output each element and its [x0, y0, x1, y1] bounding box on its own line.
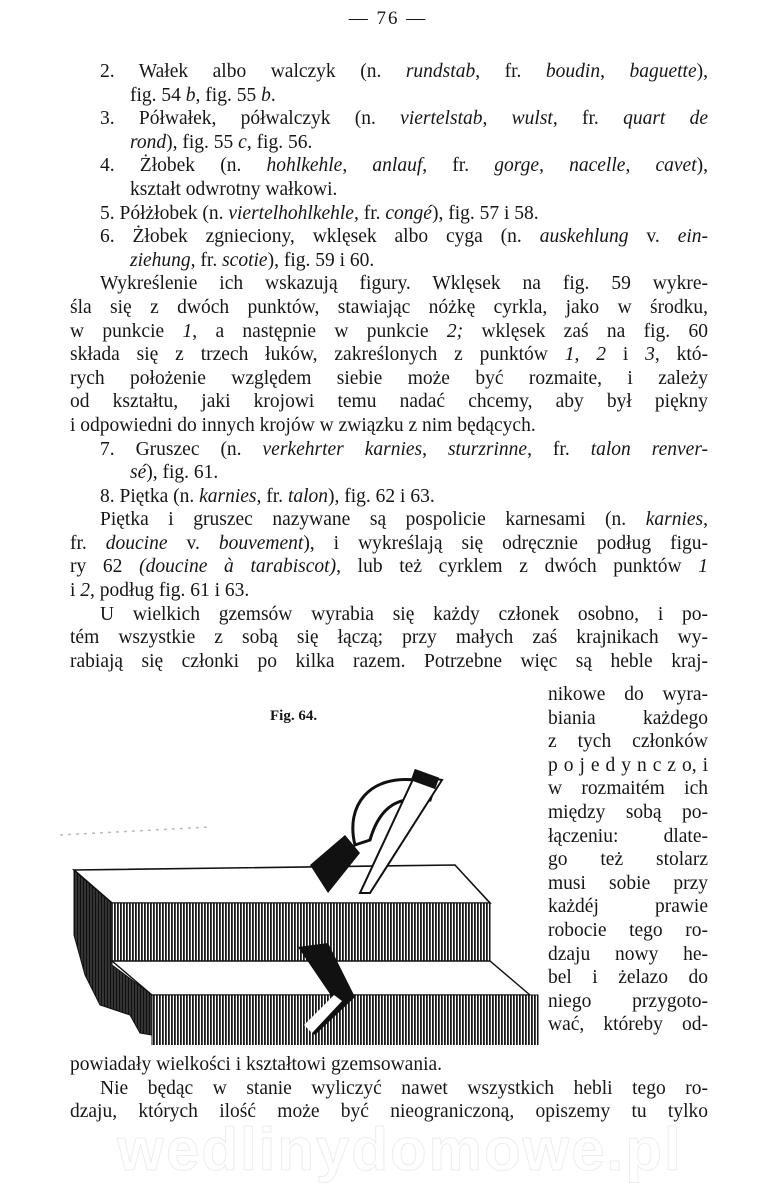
watermark: wedlinydomowe.pl [117, 1116, 683, 1183]
italic-term: verkehrter karnies [262, 438, 423, 460]
text-segment: fr. [70, 532, 106, 554]
text-segment: w punkcie [70, 320, 183, 342]
text-segment: rych położenie względem siebie może być rozmaite, i zależy [70, 367, 708, 389]
italic-term: 1 [182, 320, 193, 342]
bottom-text [70, 1053, 708, 1124]
text-segment: , fr. [422, 155, 495, 177]
text-segment: . [270, 84, 276, 106]
text-line [548, 730, 708, 754]
text-segment: p o j e d y n c z o, i [548, 754, 708, 776]
text-segment: , [600, 61, 630, 82]
text-segment: dzaju, których ilość może być nieograniczoną, opiszemy tu tylko [70, 1101, 708, 1123]
italic-term: sturzrinne [447, 438, 528, 460]
text-line [70, 508, 708, 532]
pencil-marks [60, 827, 210, 835]
italic-term: gorge [494, 155, 540, 177]
text-line [548, 801, 708, 825]
text-segment: ), i wykreślają się odręcznie podług figu- [303, 532, 708, 554]
board-upper-face [112, 903, 490, 961]
italic-term: b [261, 84, 271, 106]
text-segment: , fr. [353, 202, 386, 224]
text-segment: między sobą po- [548, 801, 708, 823]
text-line [548, 777, 708, 801]
text-line [548, 848, 708, 872]
text-segment: , lub też cyrklem z dwóch punktów [336, 556, 699, 578]
italic-term: talon renver- [590, 438, 709, 460]
text-segment: musi sobie przy [548, 872, 708, 894]
text-segment: każdéj prawie [548, 896, 708, 918]
text-line [70, 178, 708, 202]
text-segment: , [482, 108, 512, 130]
text-segment: , fr. [256, 485, 288, 507]
text-segment: i [70, 580, 81, 602]
italic-term: 1 [564, 344, 575, 366]
text-segment: , [342, 155, 373, 177]
text-segment: od kształtu, jaki krojowi temu nadać chcemy, aby był piękny [70, 391, 708, 413]
text-line [70, 485, 708, 509]
text-segment: 5. Półżłobek (n. [100, 202, 229, 224]
italic-term: boudin [545, 61, 601, 82]
text-line [70, 84, 708, 108]
italic-term: c [238, 131, 247, 153]
italic-term: anlauf [372, 155, 423, 177]
italic-term: hohlkehle [266, 155, 343, 177]
text-segment: niego przygoto- [548, 990, 708, 1012]
italic-term: 2 [596, 344, 606, 366]
italic-term: viertelstab [400, 108, 483, 130]
text-segment: 3. Półwałek, półwalczyk (n. [100, 108, 401, 130]
text-segment: 8. Piętka (n. [100, 485, 200, 507]
text-segment: dzaju nowy he- [548, 943, 708, 965]
italic-term: ziehung [130, 249, 191, 271]
italic-term: 2; [446, 320, 464, 342]
text-line [70, 1077, 708, 1101]
text-line [548, 683, 708, 707]
text-line [548, 990, 708, 1014]
italic-term: baguette [629, 61, 697, 82]
text-segment: Nie będąc w stanie wyliczyć nawet wszystkich hebli tego ro- [100, 1077, 708, 1099]
text-segment: 6. Żłobek zgnieciony, wklęsek albo cyga (n. [100, 226, 540, 248]
text-segment: wklęsek zaś na fig. 60 [463, 320, 709, 342]
italic-term: quart de [623, 108, 708, 130]
text-segment: , [539, 155, 570, 177]
text-line [70, 131, 708, 155]
text-segment: tém wszystkie z sobą się łączą; przy małych zaś krajnikach wy- [70, 627, 708, 649]
text-segment: , [574, 344, 597, 366]
text-segment: , a następnie w punkcie [192, 320, 447, 342]
text-line [70, 60, 708, 84]
italic-term: 2 [80, 580, 91, 602]
text-segment: powiadały wielkości i kształtowi gzemsowania. [70, 1054, 443, 1075]
text-segment: , fr. [527, 438, 591, 460]
text-line [70, 107, 708, 131]
italic-term: (doucine à tarabiscot) [139, 556, 337, 578]
text-segment: i [605, 344, 646, 366]
text-line [70, 650, 708, 674]
text-line [548, 966, 708, 990]
text-line [548, 825, 708, 849]
text-segment: , fig. 56. [246, 131, 313, 153]
italic-term: auskehlung [539, 226, 629, 248]
text-segment: nikowe do wyra- [548, 684, 708, 705]
text-segment: robocie tego ro- [548, 919, 708, 941]
page-number: — 76 — [348, 8, 428, 29]
text-segment: ), fig. 59 i 60. [267, 249, 375, 271]
text-segment: ), fig. 55 [166, 131, 239, 153]
text-segment: , któ- [654, 344, 709, 366]
text-line [70, 626, 708, 650]
italic-term: viertelhohlkehle [228, 202, 354, 224]
text-segment: w rozmaitém ich [548, 778, 708, 800]
text-line [70, 414, 708, 438]
italic-term: cavet [655, 155, 697, 177]
text-line [70, 555, 708, 579]
text-segment: 2. Wałek albo walczyk (n. [100, 61, 406, 82]
text-line [70, 461, 708, 485]
italic-term: bouvement [218, 532, 304, 554]
italic-term: scotie [222, 249, 268, 271]
text-segment: , fig. 55 [195, 84, 262, 106]
text-segment: składa się z trzech łuków, zakreślonych z punktów [70, 344, 565, 366]
text-segment: bel i żelazo do [548, 967, 708, 989]
italic-term: rundstab [405, 61, 476, 82]
text-segment: , podług fig. 61 i 63. [90, 580, 250, 602]
text-segment: łączeniu: dlate- [548, 825, 708, 847]
text-segment: 4. Żłobek (n. [100, 155, 267, 177]
italic-term: wulst [511, 108, 553, 130]
text-line [70, 390, 708, 414]
text-line [70, 225, 708, 249]
italic-term: 3 [645, 344, 655, 366]
italic-term: congé [385, 202, 432, 224]
text-line [548, 895, 708, 919]
text-line [70, 343, 708, 367]
text-line [548, 1013, 708, 1037]
text-segment: fig. 54 [130, 84, 186, 106]
italic-term: doucine [105, 532, 168, 554]
italic-term: karnies [645, 509, 704, 531]
figure-caption: Fig. 64. [270, 708, 318, 724]
text-segment: biania każdego [548, 707, 708, 729]
italic-term: karnies [199, 485, 257, 507]
text-segment: v. [628, 226, 678, 248]
text-line [70, 367, 708, 391]
text-segment: ry 62 [70, 556, 140, 578]
text-segment: go też stolarz [548, 849, 708, 871]
text-segment: z tych członków [548, 731, 708, 753]
text-segment: ), fig. 61. [146, 462, 219, 484]
text-segment: kształt odwrotny wałkowi. [130, 178, 338, 200]
text-line [548, 754, 708, 778]
text-segment: , fr. [190, 249, 223, 271]
text-line [548, 872, 708, 896]
side-column-text [548, 683, 708, 1037]
text-line [70, 202, 708, 226]
text-line [70, 1053, 708, 1077]
main-text [70, 60, 708, 673]
text-segment: Wykreślenie ich wskazują figury. Wklęsek na fig. 59 wykre- [100, 273, 708, 295]
text-segment: , [703, 509, 708, 531]
italic-term: rond [130, 131, 167, 153]
text-segment: śla się z dwóch punktów, stawiając nóżkę cyrkla, jako w środku, [70, 296, 708, 318]
italic-term: sé [130, 462, 147, 484]
text-segment: , [625, 155, 656, 177]
text-line [70, 320, 708, 344]
text-line [548, 919, 708, 943]
text-segment: v. [167, 532, 219, 554]
text-line [70, 532, 708, 556]
italic-term: nacelle [569, 155, 626, 177]
text-line [70, 249, 708, 273]
board-top-surface [74, 865, 490, 903]
text-segment: i odpowiedni do innych krojów w związku z nim będących. [70, 414, 536, 436]
text-segment: 7. Gruszec (n. [100, 438, 263, 460]
text-segment: ), fig. 57 i 58. [431, 202, 539, 224]
text-line [70, 438, 708, 462]
italic-term: b [185, 84, 196, 106]
text-segment: , fr. [475, 61, 546, 82]
text-segment: , fr. [552, 108, 624, 130]
text-segment: , [422, 438, 448, 460]
text-segment: ), [696, 155, 709, 177]
figure-64-moulding-plane-illustration [60, 735, 550, 1045]
text-line [548, 943, 708, 967]
text-segment: Piętka i gruszec nazywane są pospolicie karnesami (n. [100, 509, 646, 531]
text-line [70, 603, 708, 627]
text-line [548, 707, 708, 731]
italic-term: ein- [677, 226, 709, 248]
italic-term: talon [287, 485, 329, 507]
text-line [70, 579, 708, 603]
text-segment: U wielkich gzemsów wyrabia się każdy członek osobno, i po- [100, 603, 708, 625]
text-line [70, 272, 708, 296]
text-segment: wać, któreby od- [548, 1014, 708, 1036]
text-line [70, 296, 708, 320]
text-segment: rabiają się członki po kilka razem. Potrzebne więc są heble kraj- [70, 650, 708, 672]
italic-term: 1 [698, 556, 708, 578]
text-segment: ), [696, 61, 708, 82]
text-line [70, 154, 708, 178]
text-segment: ), fig. 62 i 63. [328, 485, 435, 507]
